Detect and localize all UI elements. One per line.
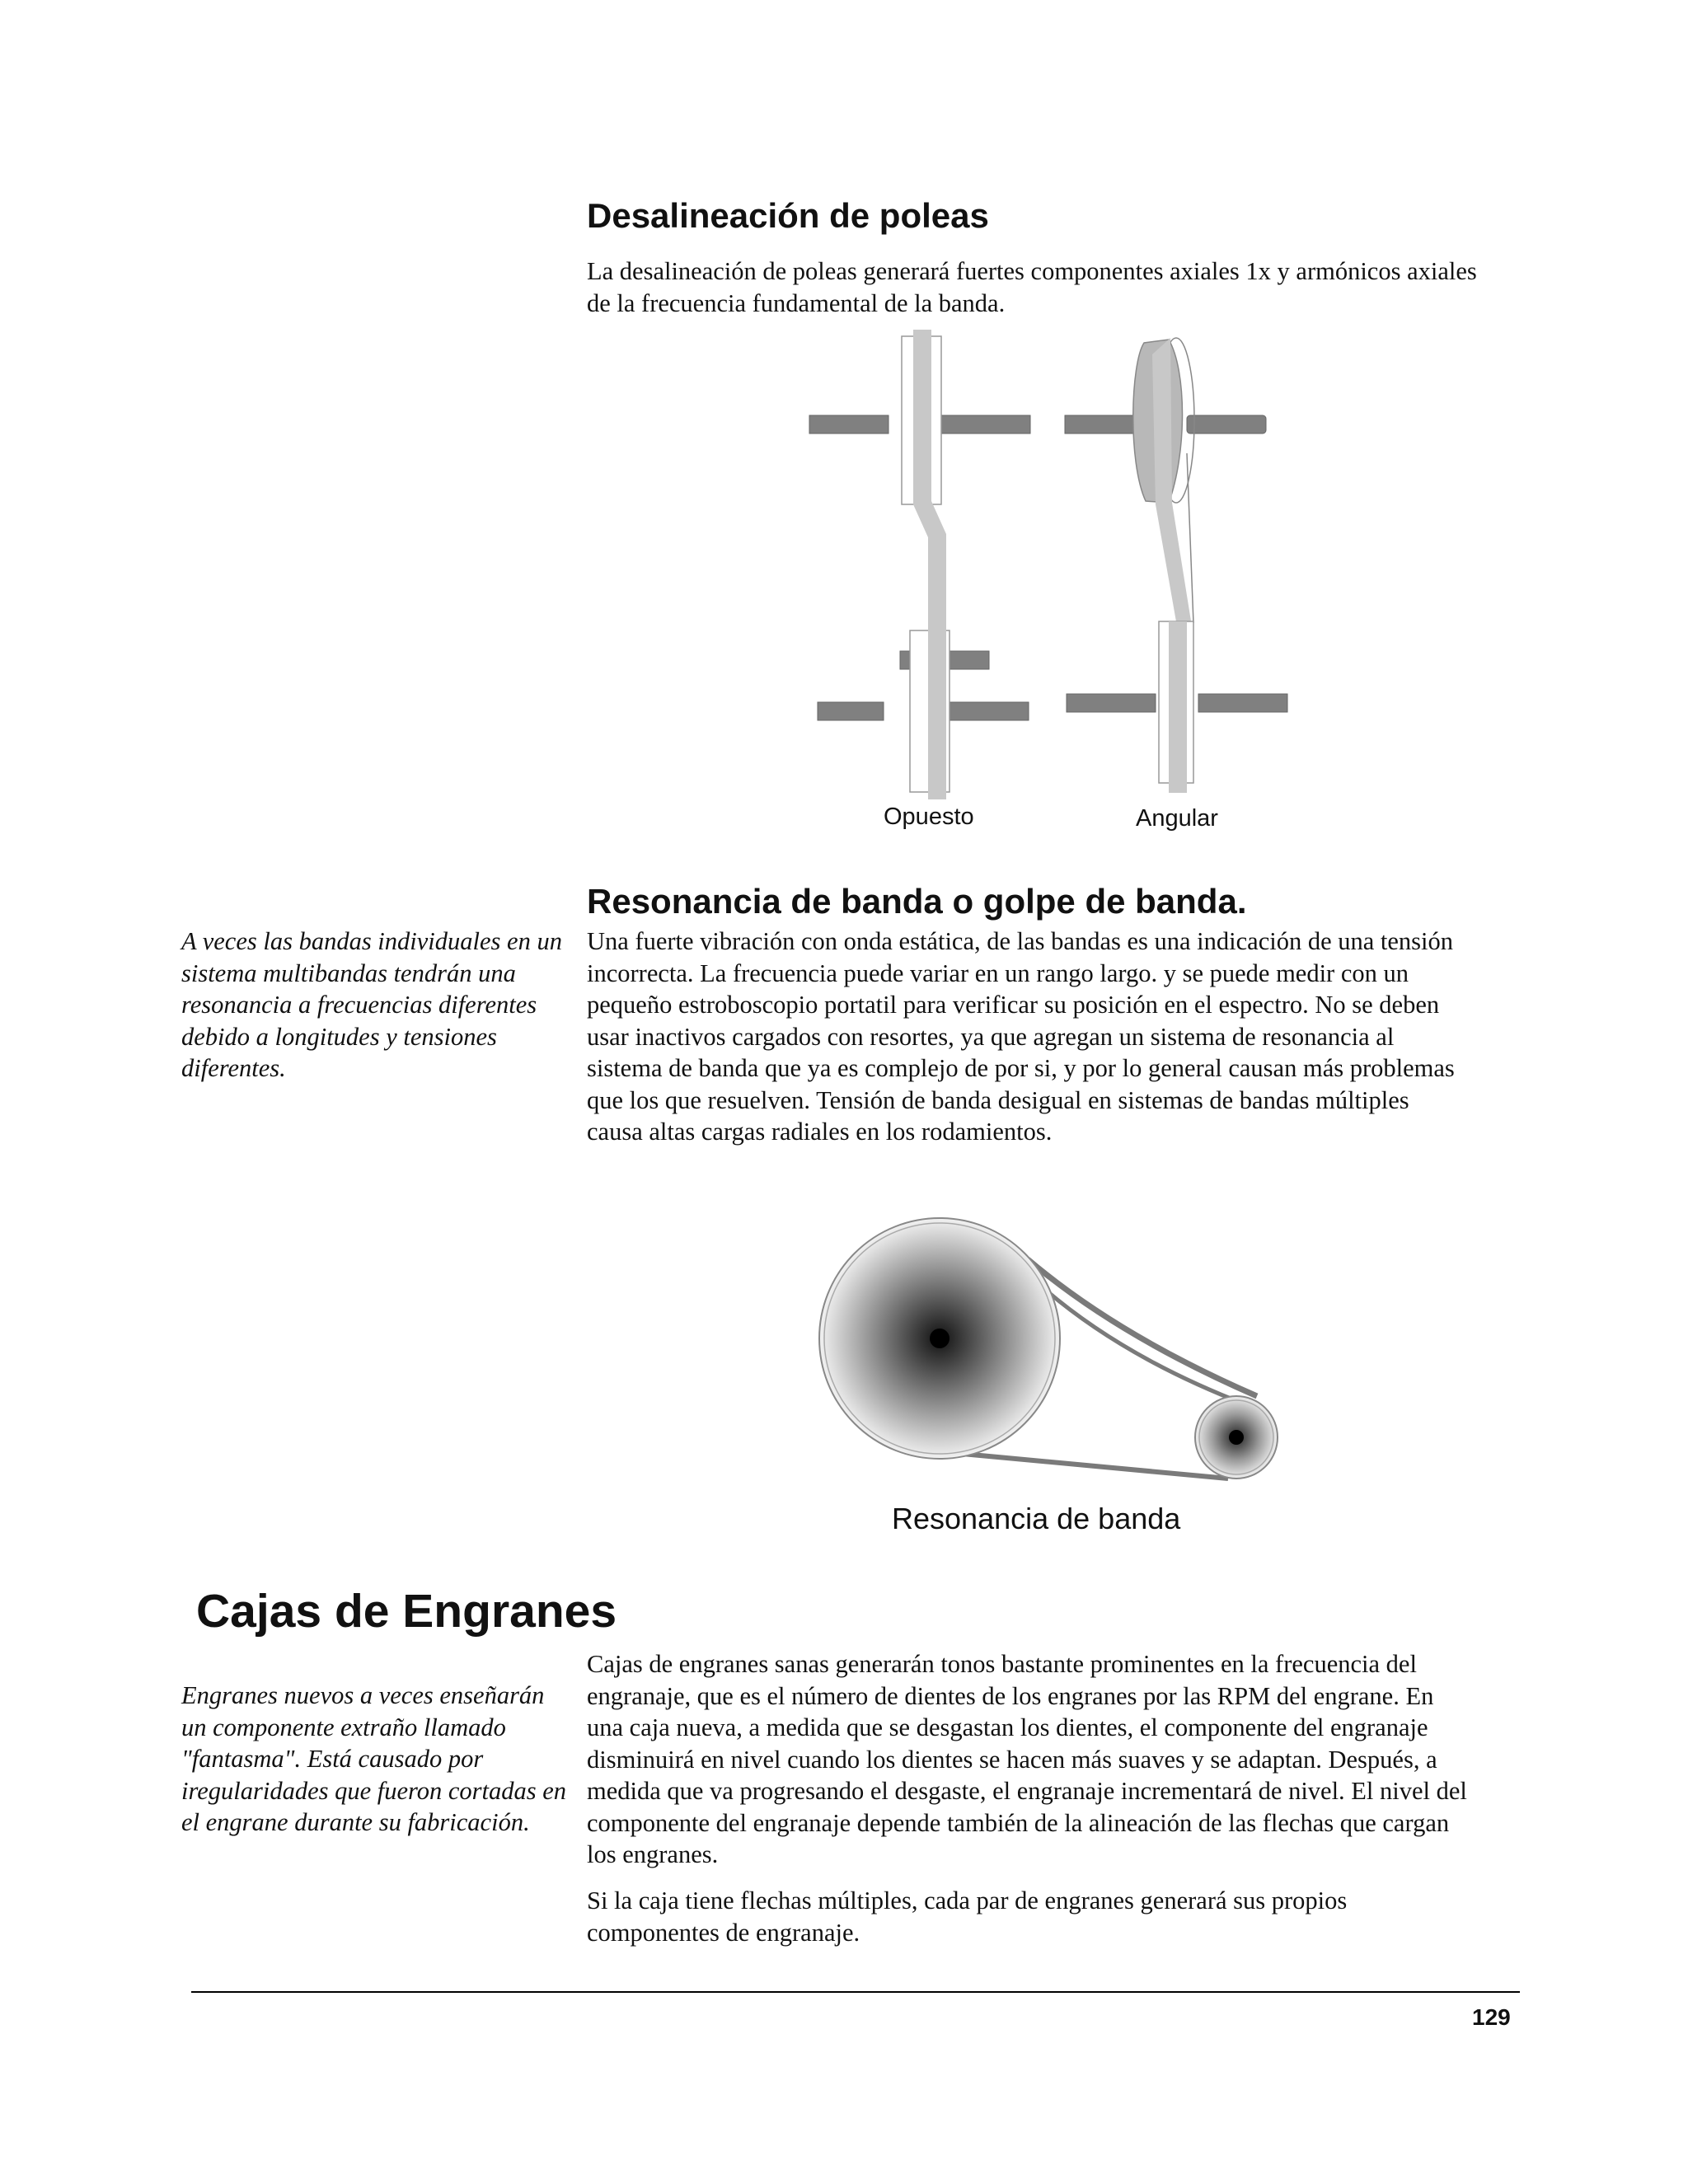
opposite-top-shaft-left bbox=[809, 415, 889, 434]
figure-label-angular: Angular bbox=[1136, 805, 1218, 832]
angular-belt-edge bbox=[1187, 453, 1193, 623]
section-title-cajas: Cajas de Engranes bbox=[196, 1585, 617, 1638]
side-note-resonancia: A veces las bandas individuales en un sistema multibandas tendrán una resonancia a frecuencias diferentes debido a longitudes y tensiones diferentes. bbox=[181, 927, 562, 1082]
angular-top-shaft-left bbox=[1065, 415, 1142, 434]
section-body-cajas-2: Si la caja tiene flechas múltiples, cada par de engranes generará sus propios componentes de engranaje. bbox=[587, 1886, 1348, 1947]
opposite-bottom-shaft-right-b bbox=[948, 702, 1029, 720]
pulley-misalignment-diagram bbox=[799, 330, 1311, 841]
figure-label-opuesto: Opuesto bbox=[884, 804, 974, 830]
belt-resonance-diagram bbox=[812, 1212, 1290, 1492]
section-body-cajas-1: Cajas de engranes sanas generarán tonos bastante prominentes en la frecuencia del engranaje, que es el número de dientes de los engranes por las RPM del engrane. En una caja nueva, a medida que se desgastan los dientes, el componente del engranaje disminuirá en nivel cuando los dientes se hacen más suaves y se adaptan. Después, a medida que va progresando el desgaste, el engranaje incrementará de nivel. El nivel del componente del engranaje depende también de la alineación de las flechas que cargan los engranes. bbox=[587, 1650, 1467, 1868]
opposite-bottom-shaft-left bbox=[818, 702, 884, 720]
angular-bottom-shaft-left bbox=[1067, 694, 1156, 712]
section-body-desalineacion: La desalineación de poleas generará fuertes componentes axiales 1x y armónicos axiales de la frecuencia fundamental de la banda. bbox=[587, 257, 1477, 317]
section-title-desalineacion: Desalineación de poleas bbox=[587, 196, 989, 235]
angular-bottom-shaft-right bbox=[1198, 694, 1287, 712]
footer-rule bbox=[191, 1991, 1520, 1993]
small-pulley-hub bbox=[1229, 1430, 1244, 1445]
pulley-misalignment-figure bbox=[799, 330, 1311, 841]
belt-top-upper bbox=[1028, 1259, 1257, 1396]
page-number: 129 bbox=[1472, 2004, 1511, 2030]
opposite-top-shaft-right bbox=[941, 415, 1030, 434]
belt-resonance-figure bbox=[812, 1212, 1290, 1492]
angular-top-shaft-right bbox=[1187, 415, 1266, 434]
figure-caption-resonancia: Resonancia de banda bbox=[892, 1502, 1181, 1535]
side-note-cajas: Engranes nuevos a veces enseñarán un componente extraño llamado "fantasma". Está causado por iregularidades que fueron cortadas en el engrane durante su fabricación. bbox=[181, 1681, 567, 1836]
large-pulley-hub bbox=[930, 1329, 950, 1348]
section-title-resonancia: Resonancia de banda o golpe de banda. bbox=[587, 882, 1247, 921]
section-body-resonancia: Una fuerte vibración con onda estática, de las bandas es una indicación de una tensión incorrecta. La frecuencia puede variar en un rango largo. y se puede medir con un pequeño estroboscopio portatil para verificar su posición en el espectro. No se deben usar inactivos cargados con resortes, ya que agregan un sistema de resonancia al sistema de banda que ya es complejo de por si, y por lo general causan más problemas que los que resuelven. Tensión de banda desigual en sistemas de bandas múltiples causa altas cargas radiales en los rodamientos. bbox=[587, 927, 1455, 1146]
angular-belt-lower bbox=[1169, 621, 1187, 793]
